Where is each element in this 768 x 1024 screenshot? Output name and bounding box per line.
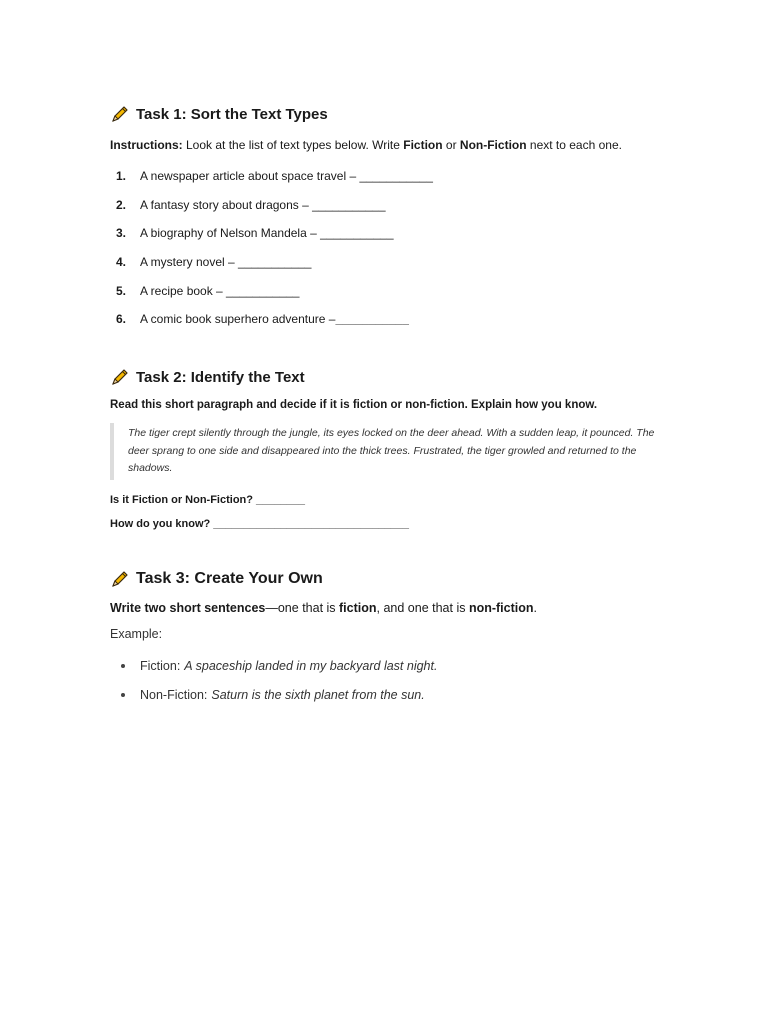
example-type: Fiction: [140,658,181,673]
task3-heading [110,569,668,589]
item-number: 1. [116,169,127,184]
list-item [110,219,668,248]
lead-nonfiction: non-fiction [468,601,534,615]
list-item [110,651,668,680]
instructions-fiction: Fiction [403,138,443,152]
list-item [110,305,668,334]
pencil-icon [110,104,130,124]
item-text: A newspaper article about space travel – ___________ [140,169,433,184]
item-text: A fantasy story about dragons – ___________ [140,197,386,212]
item-number: 3. [116,226,127,241]
item-text: A mystery novel – ___________ [140,255,312,270]
lead-fiction: fiction [339,601,377,615]
pencil-icon [110,569,130,589]
task2-title: Task 2: Identify the Text [136,368,305,386]
instructions-or: or [442,138,460,152]
lead-part-3: , and one that is [376,601,469,615]
list-item [110,191,668,220]
instructions-text-1: Look at the list of text types below. Write [182,138,404,152]
item-text: A recipe book – ___________ [140,283,300,298]
instructions-label: Instructions: [110,138,183,152]
task3-lead [110,601,668,615]
bullet-icon [118,661,128,671]
instructions-text-2: next to each one. [526,138,622,152]
item-text: A biography of Nelson Mandela – ___________ [140,226,394,241]
task2-section [110,367,668,534]
list-item [110,162,668,191]
list-item [110,248,668,277]
bullet-icon [118,690,128,700]
list-item [110,680,668,709]
task2-heading [110,367,668,387]
example-sentence: A spaceship landed in my backyard last night. [184,658,438,673]
pencil-icon [110,367,130,387]
item-number: 4. [116,255,127,270]
answer-blank: ___________ [335,312,409,327]
task1-instructions [110,138,668,152]
list-item [110,276,668,305]
instructions-nonfiction: Non-Fiction [459,138,527,152]
story-paragraph: The tiger crept silently through the jungle, its eyes locked on the deer ahead. With a sudden leap, it pounced. The deer sprang to one side and disappeared into the thick trees. Frustrated, the tiger growled and returned to the shadows. [110,423,668,480]
question-fiction-or-nonfiction: Is it Fiction or Non-Fiction? ________ [110,493,305,506]
question-how-do-you-know: How do you know? ________________________________ [110,517,410,530]
example-type: Non-Fiction: [140,687,208,702]
lead-part-4: . [533,601,538,615]
task1-title: Task 1: Sort the Text Types [136,105,328,123]
item-number: 6. [116,312,127,327]
text-types-list [110,162,668,334]
task1-heading [110,104,668,124]
item-number: 5. [116,283,127,298]
lead-part-1: Write two short sentences [110,601,266,615]
example-sentence: Saturn is the sixth planet from the sun. [211,687,425,702]
item-number: 2. [116,197,127,212]
example-label: Example: [110,627,163,641]
task3-section [110,569,668,709]
lead-part-2: —one that is [265,601,340,615]
task3-title: Task 3: Create Your Own [136,570,323,587]
item-text: A comic book superhero adventure – [140,312,336,327]
examples-list [110,651,668,709]
task1-section [110,104,668,334]
task2-lead: Read this short paragraph and decide if it is fiction or non-fiction. Explain how you know. [110,399,598,411]
